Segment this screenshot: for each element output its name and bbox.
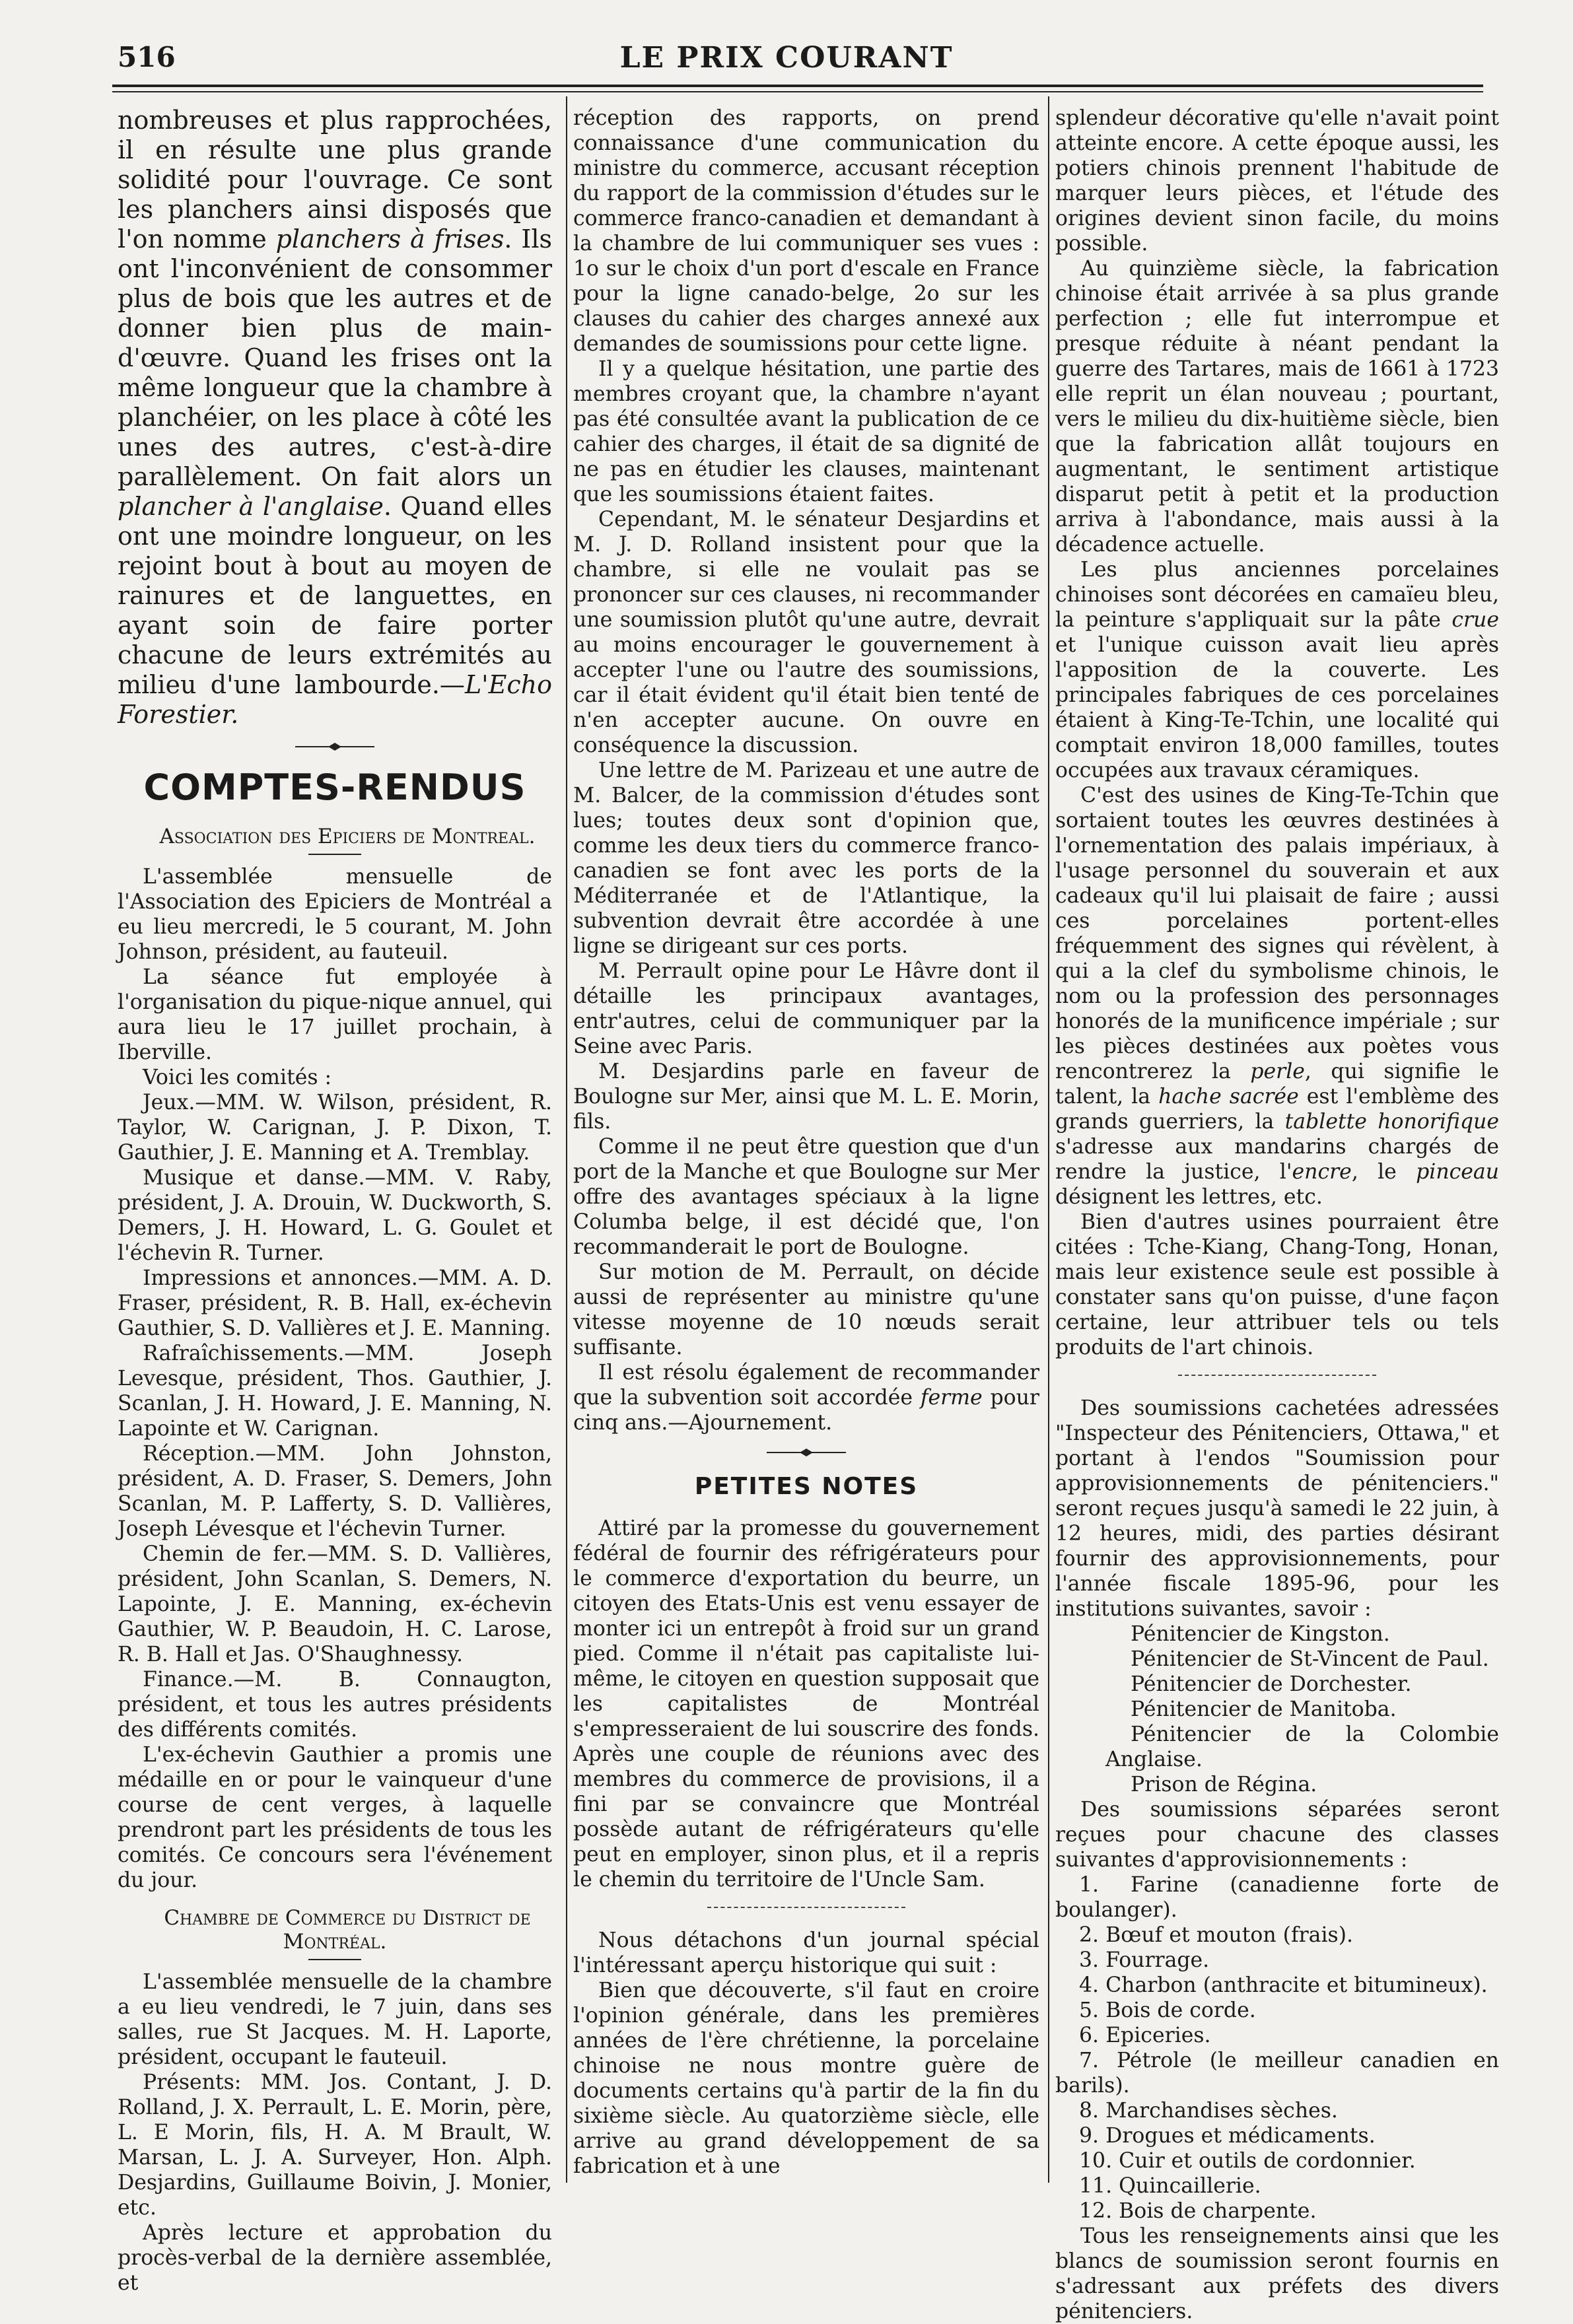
- running-title: LE PRIX COURANT: [619, 41, 954, 75]
- italic-term: encre: [1292, 1160, 1352, 1184]
- subsection-heading: Association des Epiciers de Montreal.: [159, 825, 536, 848]
- header-rule-thin: [112, 91, 1483, 92]
- list-item: 9. Drogues et médicaments.: [1079, 2124, 1376, 2148]
- text-run: nombreuses et plus rapprochées, il en résulte une plus grande solidité pour l'ouvrage. Ce sont les planchers ainsi disposés que l'on nomme: [118, 106, 552, 254]
- paragraph: splendeur décorative qu'elle n'avait point atteinte encore. A cette époque aussi, les potiers chinois prennent l'habitude de marquer leurs pièces, et l'étude des origines devient sinon facile, du moins possible.: [1055, 106, 1499, 256]
- ornament-divider-icon: [295, 741, 374, 752]
- paragraph: [573, 1360, 1039, 1435]
- list-item: 2. Bœuf et mouton (frais).: [1079, 1923, 1354, 1947]
- column-right: [1055, 106, 1499, 2323]
- paragraph: Une lettre de M. Parizeau et une autre de M. Balcer, de la commission d'études sont lues; toutes deux sont d'opinion que, comme les deux tiers du commerce franco-canadien se font avec les ports de la Méditerranée et de l'Atlantique, la subvention devrait être accordée à une ligne se dirigeant sur ces ports.: [573, 759, 1039, 958]
- italic-term: pinceau: [1416, 1160, 1499, 1184]
- list-item: 6. Epiceries.: [1079, 2024, 1211, 2047]
- list-item: 8. Marchandises sèches.: [1079, 2099, 1338, 2123]
- list-item: 1. Farine (canadienne forte de boulanger).: [1055, 1873, 1499, 1922]
- italic-term: plancher à l'anglaise: [118, 492, 384, 521]
- paragraph: Finance.—M. B. Connaugton, président, et tous les autres présidents des différents comités.: [118, 1668, 552, 1742]
- text-run: , le: [1351, 1160, 1416, 1184]
- article-paragraph: [118, 106, 552, 730]
- column-left: [118, 106, 552, 2295]
- list-item: Pénitencier de St-Vincent de Paul.: [1131, 1647, 1489, 1671]
- paragraph: Présents: MM. Jos. Contant, J. D. Rolland, J. X. Perrault, L. E. Morin, père, L. E Morin, fils, H. A. M Brault, W. Marsan, L. J. A. Surveyer, Hon. Alph. Desjardins, Guillaume Boivin, J. Monier, etc.: [118, 2070, 552, 2220]
- subsection-heading: Chambre de Commerce du District de Montréal.: [164, 1906, 531, 1954]
- echo-forestier-article: [118, 106, 552, 730]
- column-divider: [566, 96, 567, 2183]
- paragraph: Bien d'autres usines pourraient être citées : Tche-Kiang, Chang-Tong, Honan, mais leur existence seule est possible à constater sans qu'on puisse, d'une façon certaine, leur attribuer tels ou tels produits de l'art chinois.: [1055, 1210, 1499, 1359]
- paragraph: M. Desjardins parle en faveur de Boulogne sur Mer, ainsi que M. L. E. Morin, fils.: [573, 1060, 1039, 1134]
- text-run: , qui signifie le talent, la: [1055, 1060, 1499, 1109]
- paragraph: Voici les comités :: [143, 1066, 332, 1089]
- paragraph: Rafraîchissements.—MM. Joseph Levesque, président, Thos. Gauthier, J. Scanlan, J. H. Howard, J. E. Manning, N. Lapointe et W. Carignan.: [118, 1342, 552, 1441]
- dashed-rule: [707, 1907, 905, 1908]
- paragraph: L'ex-échevin Gauthier a promis une médaille en or pour le vainqueur d'une course de cent verges, à laquelle prendront part les présidents de tous les comités. Ce concours sera l'événement du jour.: [118, 1743, 552, 1892]
- text-run: et l'unique cuisson avait lieu après l'apposition de la couverte. Les principales fabriques de ces porcelaines étaient à King-Te-Tchin, une localité qui comptait environ 18,000 familles, toutes occupées aux travaux céramiques.: [1055, 633, 1499, 782]
- list-item: 3. Fourrage.: [1079, 1948, 1210, 1972]
- paragraph: réception des rapports, on prend connaissance d'une communication du ministre du commerce, accusant réception du rapport de la commission d'études sur le commerce franco-canadien et demandant à la chambre de lui communiquer ses vues : 1o sur le choix d'un port d'escale en France pour la ligne canado-belge, 2o sur les clauses du cahier des charges annexé aux demandes de soumissions pour cette ligne.: [573, 106, 1039, 356]
- paragraph: Comme il ne peut être question que d'un port de la Manche et que Boulogne sur Mer offre des avantages spéciaux à la ligne Columba belge, il est décidé que, l'on recommanderait le port de Boulogne.: [573, 1135, 1039, 1259]
- paragraph: Impressions et annonces.—MM. A. D. Fraser, président, R. B. Hall, ex-échevin Gauthier, S. D. Vallières et J. E. Manning.: [118, 1266, 552, 1340]
- list-item: 5. Bois de corde.: [1079, 1999, 1256, 2022]
- list-item: 10. Cuir et outils de cordonnier.: [1079, 2149, 1416, 2173]
- paragraph: Des soumissions cachetées adressées "Inspecteur des Pénitenciers, Ottawa," et portant à l'endos "Soumission pour approvisionnements de pénitenciers." seront reçues jusqu'à samedi le 22 juin, à 12 heures, midi, des parties désirant fournir des approvisionnements, pour l'année fiscale 1895-96, pour les institutions suivantes, savoir :: [1055, 1396, 1499, 1621]
- list-item: 7. Pétrole (le meilleur canadien en barils).: [1055, 2049, 1499, 2098]
- paragraph: Au quinzième siècle, la fabrication chinoise était arrivée à sa plus grande perfection ; elle fut interrompue et presque réduite à néant pendant la guerre des Tartares, mais de 1661 à 1723 elle reprit un élan nouveau ; pourtant, vers le milieu du dix-huitième siècle, bien que la fabrication allât toujours en augmentant, le sentiment artistique disparut petit à petit et la production arriva à l'abondance, mais aussi à la décadence actuelle.: [1055, 257, 1499, 557]
- short-rule: [308, 1959, 361, 1960]
- section-title: COMPTES-RENDUS: [143, 767, 526, 808]
- text-run: Les plus anciennes porcelaines chinoises sont décorées en camaïeu bleu, la peinture s'appliquait sur la pâte: [1055, 558, 1499, 632]
- paragraph: Tous les renseignements ainsi que les blancs de soumission seront fournis en s'adressant aux préfets des divers pénitenciers.: [1055, 2224, 1499, 2323]
- text-run: est l'emblème des grands guerriers, la: [1055, 1085, 1499, 1134]
- list-item: Pénitencier de Dorchester.: [1131, 1672, 1412, 1696]
- italic-term: perle: [1250, 1060, 1305, 1083]
- text-run: . Ils ont l'inconvénient de consommer plus de bois que les autres et de donner bien plus de main-d'œuvre. Quand les frises ont la même longueur que la chambre à planchéier, on les place à côté les unes des autres, c'est-à-dire parallèlement. On fait alors un: [118, 224, 552, 491]
- paragraph: [1055, 783, 1499, 1210]
- italic-term: ferme: [920, 1386, 983, 1410]
- paragraph: Nous détachons d'un journal spécial l'intéressant aperçu historique qui suit :: [573, 1929, 1039, 1977]
- paragraph: Musique et danse.—MM. V. Raby, président, J. A. Drouin, W. Duckworth, S. Demers, J. H. Howard, L. G. Goulet et l'échevin R. Turner.: [118, 1166, 552, 1265]
- paragraph: L'assemblée mensuelle de la chambre a eu lieu vendredi, le 7 juin, dans ses salles, rue St Jacques. M. H. Laporte, président, occupant le fauteuil.: [118, 1970, 552, 2069]
- column-middle: [573, 106, 1039, 2185]
- text-run: désignent les lettres, etc.: [1055, 1185, 1323, 1209]
- list-item: Prison de Régina.: [1131, 1773, 1317, 1796]
- dashed-rule: [1178, 1375, 1376, 1376]
- text-run: C'est des usines de King-Te-Tchin que sortaient toutes les œuvres destinées à l'ornementation des palais impériaux, à l'usage personnel du souverain et aux cadeaux qu'il lui plaisait de faire ; aussi ces porcelaines portent-elles fréquemment des signes qui révèlent, à qui a la clef du symbolisme chinois, le nom ou la profession des personnages honorés de la munificence impériale ; sur les pièces destinées aux poètes vous rencontrerez la: [1055, 784, 1499, 1083]
- text-run: pour cinq ans.—Ajournement.: [573, 1386, 1039, 1435]
- list-item: 12. Bois de charpente.: [1079, 2199, 1317, 2223]
- ornament-divider-icon: [767, 1447, 846, 1458]
- section-title: PETITES NOTES: [694, 1473, 919, 1500]
- text-run: s'adresse aux mandarins chargés de rendre la justice, l': [1055, 1135, 1499, 1184]
- paragraph: Jeux.—MM. W. Wilson, président, R. Taylor, W. Carignan, J. P. Dixon, T. Gauthier, J. E. Manning et A. Tremblay.: [118, 1091, 552, 1165]
- page-number: 516: [118, 41, 176, 73]
- source-credit: L'Echo Forestier.: [118, 670, 552, 729]
- italic-term: planchers à frises: [275, 224, 505, 254]
- list-item: Pénitencier de Manitoba.: [1131, 1697, 1397, 1721]
- paragraph: Réception.—MM. John Johnston, président, A. D. Fraser, S. Demers, John Scanlan, M. P. Lafferty, S. D. Vallières, Joseph Lévesque et l'échevin Turner.: [118, 1442, 552, 1541]
- text-run: Il est résolu également de recommander que la subvention soit accordée: [573, 1361, 1039, 1410]
- paragraph: Après lecture et approbation du procès-verbal de la dernière assemblée, et: [118, 2221, 552, 2295]
- italic-term: tablette honorifique: [1284, 1110, 1499, 1134]
- paragraph: La séance fut employée à l'organisation du pique-nique annuel, qui aura lieu le 17 juillet prochain, à Iberville.: [118, 965, 552, 1064]
- italic-term: hache sacrée: [1158, 1085, 1299, 1109]
- text-run: . Quand elles ont une moindre longueur, on les rejoint bout à bout au moyen de rainures et de languettes, en ayant soin de faire porter chacune de leurs extrémités au milieu d'une lambourde.—: [118, 492, 552, 699]
- paragraph: Cependant, M. le sénateur Desjardins et M. J. D. Rolland insistent pour que la chambre, si elle ne voulait pas se prononcer sur ces clauses, ni recommander une soumission plutôt qu'une autre, devrait au moins encourager le gouvernement à accepter l'une ou l'autre des soumissions, car il était évident qu'il était bien tenté de n'en accepter aucune. On ouvre en conséquence la discussion.: [573, 508, 1039, 757]
- list-item: Pénitencier de la Colombie Anglaise.: [1105, 1723, 1499, 1771]
- list-item: 11. Quincaillerie.: [1079, 2174, 1261, 2198]
- spacer: [118, 1893, 552, 1906]
- italic-term: crue: [1451, 608, 1499, 632]
- paragraph: Chemin de fer.—MM. S. D. Vallières, président, John Scanlan, S. Demers, N. Lapointe, J. E. Manning, ex-échevin Gauthier, W. P. Beaudoin, H. C. Larose, R. B. Hall et Jas. O'Shaughnessy.: [118, 1542, 552, 1666]
- list-item: Pénitencier de Kingston.: [1131, 1622, 1390, 1646]
- list-item: 4. Charbon (anthracite et bitumineux).: [1079, 1973, 1488, 1997]
- paragraph: M. Perrault opine pour Le Hâvre dont il détaille les principaux avantages, entr'autres, celui de communiquer par la Seine avec Paris.: [573, 959, 1039, 1058]
- paragraph: Il y a quelque hésitation, une partie des membres croyant que, la chambre n'ayant pas été consultée avant la publication de ce cahier des charges, il était de sa dignité de ne pas en étudier les clauses, maintenant que les soumissions étaient faites.: [573, 357, 1039, 506]
- paragraph: L'assemblée mensuelle de l'Association des Epiciers de Montréal a eu lieu mercredi, le 5 courant, M. John Johnson, président, au fauteuil.: [118, 865, 552, 964]
- paragraph: Attiré par la promesse du gouvernement fédéral de fournir des réfrigérateurs pour le commerce d'exportation du beurre, un citoyen des Etats-Unis est venu essayer de monter ici un entrepôt à froid sur un grand pied. Comme il n'était pas capitaliste lui-même, le citoyen en question supposait que les capitalistes de Montréal s'empresseraient de lui souscrire des fonds. Après une couple de réunions avec des membres du commerce de provisions, il a fini par se convaincre que Montréal possède autant de réfrigérateurs qu'elle peut en employer, sinon plus, et il a repris le chemin du territoire de l'Uncle Sam.: [573, 1517, 1039, 1892]
- header-rule: [112, 85, 1483, 87]
- paragraph: [1055, 557, 1499, 783]
- short-rule: [308, 854, 361, 855]
- paragraph: Sur motion de M. Perrault, on décide aussi de représenter au ministre qu'une vitesse moyenne de 10 nœuds serait suffisante.: [573, 1260, 1039, 1359]
- column-divider: [1048, 96, 1049, 2183]
- paragraph: Des soumissions séparées seront reçues pour chacune des classes suivantes d'approvisionnements :: [1055, 1798, 1499, 1872]
- paragraph: Bien que découverte, s'il faut en croire l'opinion générale, dans les premières années de l'ère chrétienne, la porcelaine chinoise ne nous montre guère de documents certains qu'à partir de la fin du sixième siècle. Au quatorzième siècle, elle arrive au grand développement de sa fabrication et à une: [573, 1979, 1039, 2178]
